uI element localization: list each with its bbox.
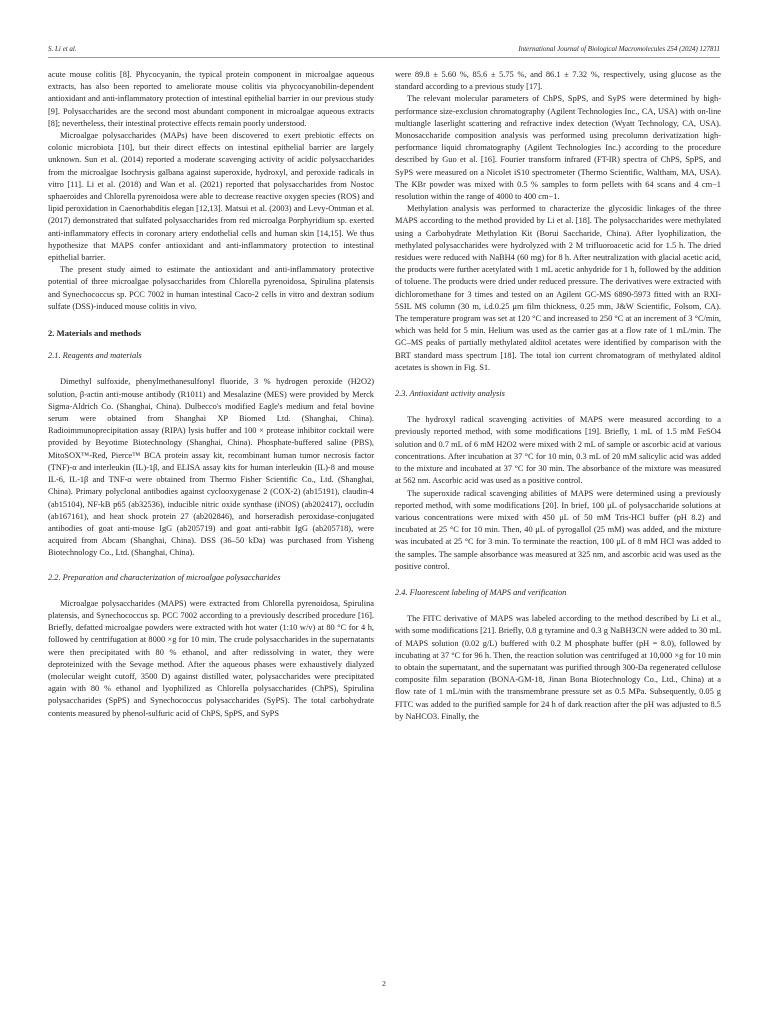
- right-column: [395, 69, 721, 723]
- paragraph: The relevant molecular parameters of ChPS, SpPS, and SyPS were determined by high-performance size-exclusion chromatography (Agilent Technologies Inc., CA, USA) with on-line multiangle laserlight scattering and refractive index detection (Wyatt Technology, CA, USA). Monosaccharide composition analysis was performed using precolumn derivatization high-performance liquid chromatography (Agilent Technologies Inc.) according to the procedure described by Guo et al. [16]. Fourier transform infrared (FT-IR) spectra of ChPS, SpPS, and SyPS were measured on a Nicolet iS10 spectrometer (Thermo Scientific, Waltham, MA, USA). The KBr powder was mixed with 0.5 % samples to form pellets with 64 scans and 4 cm−1 resolution within the range of 4000 to 400 cm−1.: [395, 94, 721, 202]
- subsection-heading: 2.3. Antioxidant activity analysis: [395, 389, 505, 399]
- paragraph: Dimethyl sulfoxide, phenylmethanesulfonyl fluoride, 3 % hydrogen peroxide (H2O2) solution, β-actin anti-mouse antibody (R1011) and Mesalazine (MES) were provided by Merck Sigma-Aldrich Co. (Shanghai, China). Dulbecco's modified Eagle's medium and fetal bovine serum were obtained from Shanghai XP Biomed Ltd. (Shanghai, China). Radioimmunoprecipitation assay (RIPA) lysis buffer and 100 × protease inhibitor cocktail were provided by Beyotime Biotechnology (Shanghai, China). Phosphate-buffered saline (PBS), MitoSOX™-Red, Pierce™ BCA protein assay kit, recombinant human tumor necrosis factor (TNF)-α and interleukin (IL)-1β, and ELISA assay kits for human interleukin (IL)-8 and mouse IL-6, IL-1β and TNF-α were obtained from Thermo Fisher Scientific Co., Ltd. (Shanghai, China). Primary polyclonal antibodies against cyclooxygenase 2 (COX-2) (ab15191), claudin-4 (ab15104), NF-kB p65 (ab32536), inducible nitric oxide synthase (iNOS) (ab202417), occludin (ab167161), and heat shock protein 27 (ab202846), and horseradish peroxidase-conjugated antibodies of goat anti-mouse IgG (ab205719) and goat anti-rabbit IgG (ab205718), were acquired from Abcam (Shanghai, China). DSS (36–50 kDa) was purchased from Yisheng Biotechnology Co., Ltd. (Shanghai, China).: [48, 377, 374, 558]
- paragraph: acute mouse colitis [8]. Phycocyanin, the typical protein component in microalgae aqueous extracts, has also been reported to ameliorate mouse colitis via phycocyanobilin-dependent antioxidant and anti-inflammatory protection of intestinal epithelial barrier in our previous study [9]. Polysaccharides are the second most abundant component in microalgae aqueous extracts [8]; nevertheless, their intestinal protective effects remain poorly understood.: [48, 70, 374, 128]
- paragraph: Microalgae polysaccharides (MAPS) were extracted from Chlorella pyrenoidosa, Spirulina platensis, and Synechococcus sp. PCC 7002 according to a previously described procedure [16]. Briefly, defatted microalgae powders were extracted with hot water (1:10 w/v) at 80 °C for 4 h, followed by centrifugation at 8000 ×g for 10 min. The crude polysaccharides in the supernatants were then precipitated with 80 % ethanol, and after redissolving in water, they were deproteinized with the Sevage method. After the aqueous phases were exhaustively dialyzed (molecular weight cutoff, 3500 D) against distilled water, polysaccharides were precipitated again with 80 % ethanol and lyophilized as Chlorella polysaccharides (ChPS), Spirulina polysaccharides (SpPS) and Synechococcus polysaccharides (SyPS). The total carbohydrate contents measured by phenol-sulfuric acid of ChPS, SpPS, and SyPS: [48, 598, 374, 718]
- paragraph: The superoxide radical scavenging abilities of MAPS were determined using a previously reported method, with some modifications [20]. In brief, 100 μL of polysaccharide solutions at various concentrations were mixed with 450 μL of 50 mM Tris-HCl buffer (pH 8.2) and incubated at 25 °C for 10 min. Then, 40 μL of pyrogallol (25 mM) was added, and the mixture was incubated at 25 °C for 3 min. To terminate the reaction, 100 μL of 8 mM HCl was added to the samples. The sample absorbance was measured at 325 nm, and ascorbic acid was used as the positive control.: [395, 488, 721, 571]
- subsection-heading: 2.1. Reagents and materials: [48, 351, 142, 361]
- subsection-heading: 2.4. Fluorescent labeling of MAPS and verification: [395, 587, 567, 597]
- header-authors: S. Li et al.: [48, 45, 77, 53]
- paragraph: The FITC derivative of MAPS was labeled according to the method described by Li et al., with some modifications [21]. Briefly, 0.8 g tyramine and 0.3 g NaBH3CN were added to 30 mL of MAPS solution (0.02 g/L) buffered with 0.2 M phosphate buffer (pH = 8.0), followed by incubating at 37 °C for 96 h. Then, the reaction solution was centrifuged at 10,000 ×g for 10 min to obtain the supernatant, and the supernatant was purified through 300-Da regenerated cellulose composite film separation (BONA-GM-18, Jinan Bona Biotechnology Co., Ltd., China) at a flow rate of 1 mL/min with the transmembrane pressure set as 0.5 MPa. Subsequently, 0.05 g FITC was added to the purified sample for 24 h of dark reaction after the pH was adjusted to 8.5 by NaHCO3. Finally, the: [395, 614, 721, 721]
- header-rule: [48, 57, 720, 58]
- paragraph: Microalgae polysaccharides (MAPs) have been discovered to exert prebiotic effects on colonic microbiota [10], but their direct effects on intestinal epithelial barrier are largely unknown. Sun et al. (2014) reported a moderate scavenging activity of acidic polysaccharides from the microalgae Isochrysis galbana against superoxide, hydroxyl, and peroxide radicals in vitro [11]. Li et al. (2018) and Wan et al. (2021) reported that polysaccharides from Nostoc sphaeroides and Chlorella pyrenoidosa were able to decrease reactive oxygen species (ROS) and lipid peroxidation in Caenorhabditis elegan [12,13]. Matsui et al. (2003) and Levy-Ontman et al. (2017) demonstrated that sulfated polysaccharides from red microalga Porphyridium sp. exerted anti-inflammatory effects in coronary artery endothelial cells and human skin [14,15]. We thus hypothesize that MAPS confer antioxidant and anti-inflammatory protection to intestinal epithelial barrier.: [48, 131, 374, 263]
- page-number: 2: [382, 979, 386, 988]
- subsection-heading: 2.2. Preparation and characterization of microalgae polysaccharides: [48, 572, 281, 582]
- section-heading: 2. Materials and methods: [48, 328, 142, 339]
- paragraph: Methylation analysis was performed to characterize the glycosidic linkages of the three MAPS according to the method provided by Li et al. [18]. The polysaccharides were methylated using a Carbohydrate Methylation Kit (Borui Saccharide, China). After lyophilization, the methylated polysaccharides were hydrolyzed with 2 M trifluoroacetic acid for 1.5 h. The dried residues were reduced with NaBH4 (60 mg) for 8 h. After neutralization with glacial acetic acid, the products were further acetylated with 1 mL acetic anhydride for 1 h, followed by the addition of toluene. The products were dried under reduced pressure. The derivatives were extracted with dichloromethane for 3 times and tested on an Agilent GC-MS 6890-5973 fitted with an RXI-5SIL MS column (30 m, i.d.0.25 μm film thickness, 0.25 mm, J&W Scientific, Folsom, CA). The temperature program was set at 120 °C and increased to 250 °C at an increment of 3 °C/min, which was held for 5 min. Helium was used as the carrier gas at a flow rate of 1 mL/min. The GC–MS peaks of partially methylated alditol acetates were identified by comparison with the BRT standard mass spectrum [18]. The total ion current chromatogram of methylated alditol acetates is shown in Fig. S1.: [395, 204, 721, 372]
- paragraph: The hydroxyl radical scavenging activities of MAPS were measured according to a previously reported method, with some modifications [19]. Briefly, 1 mL of 1.5 mM FeSO4 solution and 0.7 mL of 6 mM H2O2 were mixed with 2 mL of sample or ascorbic acid at various concentrations. After incubation at 37 °C for 10 min, 0.3 mL of 20 mM salicylic acid was added to the mixture and incubated at 37 °C for 30 min. The absorbance of the mixture was measured at 562 nm. Ascorbic acid was used as a positive control.: [395, 415, 721, 486]
- paragraph: were 89.8 ± 5.60 %, 85.6 ± 5.75 %, and 86.1 ± 7.32 %, respectively, using glucose as the standard according to a previous study [17].: [395, 70, 721, 92]
- running-header: [48, 45, 720, 57]
- paragraph: The present study aimed to estimate the antioxidant and anti-inflammatory protective potential of three microalgae polysaccharides from Chlorella pyrenoidosa, Spirulina platensis and Synechococcus sp. PCC 7002 in human intestinal Caco-2 cells in vitro and dextran sodium sulfate (DSS)-induced mouse colitis in vivo.: [48, 265, 374, 311]
- header-journal: International Journal of Biological Macromolecules 254 (2024) 127811: [518, 45, 720, 53]
- left-column: [48, 69, 374, 720]
